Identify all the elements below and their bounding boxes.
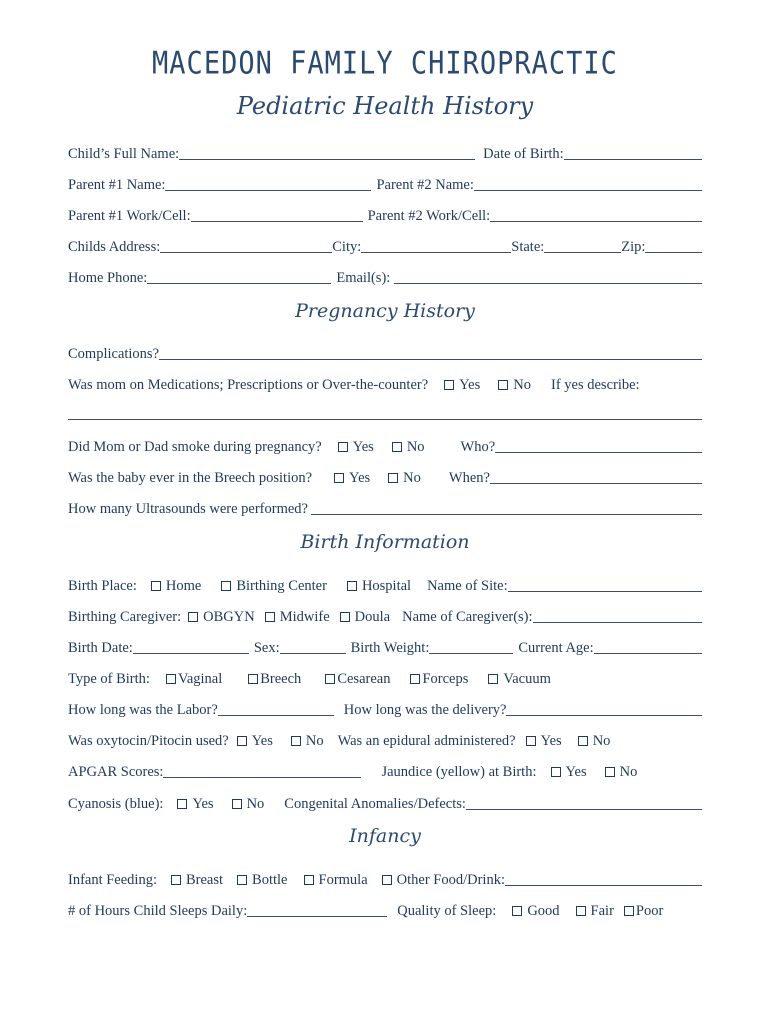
row-feeding	[68, 867, 702, 889]
labor-label: How long was the Labor?	[68, 702, 218, 718]
pitocin-yes-option[interactable]	[237, 733, 273, 750]
city-label: City:	[332, 239, 362, 255]
parent1-work-label: Parent #1 Work/Cell:	[68, 208, 191, 224]
option-label: Breech	[260, 671, 302, 687]
ultrasounds-label: How many Ultrasounds were performed?	[68, 501, 308, 517]
apgar-field[interactable]	[163, 762, 361, 778]
option-label: No	[619, 764, 638, 780]
option-label: Vaginal	[177, 671, 223, 687]
row-parent-names	[68, 172, 702, 194]
parent1-name-field[interactable]	[165, 175, 371, 191]
dob-field[interactable]	[564, 144, 702, 160]
checkbox-icon[interactable]	[188, 612, 198, 622]
who-label: Who?	[460, 439, 496, 455]
epidural-yes-option[interactable]	[526, 733, 562, 750]
checkbox-icon[interactable]	[237, 875, 247, 885]
caregiver-label: Birthing Caregiver:	[68, 609, 182, 625]
parent2-work-field[interactable]	[490, 206, 702, 222]
birth-weight-label: Birth Weight:	[350, 640, 430, 656]
parent1-name-label: Parent #1 Name:	[68, 177, 166, 193]
row-medications	[68, 372, 702, 394]
row-caregiver	[68, 604, 702, 626]
checkbox-icon[interactable]	[340, 612, 350, 622]
checkbox-icon[interactable]	[526, 736, 536, 746]
row-child-name	[68, 141, 702, 163]
section-heading-infancy: Infancy	[349, 825, 421, 847]
sleep-good-option[interactable]	[512, 903, 559, 920]
caregiver-obgyn-option[interactable]	[188, 609, 255, 626]
phone-field[interactable]	[147, 268, 331, 284]
feeding-label: Infant Feeding:	[68, 872, 157, 888]
option-label: OBGYN	[203, 609, 255, 625]
state-field[interactable]	[544, 237, 621, 253]
complications-label: Complications?	[68, 346, 160, 362]
option-label: No	[406, 439, 425, 455]
checkbox-icon[interactable]	[488, 674, 498, 684]
row-labor	[68, 697, 702, 719]
medications-describe-field[interactable]	[68, 419, 702, 420]
who-field[interactable]	[495, 437, 702, 453]
row-smoke	[68, 434, 702, 456]
sleep-fair-option[interactable]	[576, 903, 614, 920]
medications-no-option[interactable]	[498, 377, 531, 394]
checkbox-icon[interactable]	[265, 612, 275, 622]
option-label: Birthing Center	[236, 578, 327, 594]
smoke-label: Did Mom or Dad smoke during pregnancy?	[68, 439, 322, 455]
row-complications	[68, 341, 702, 363]
checkbox-icon[interactable]	[232, 799, 242, 809]
option-label: Other Food/Drink:	[396, 872, 505, 888]
checkbox-icon[interactable]	[151, 581, 161, 591]
delivery-field[interactable]	[506, 700, 702, 716]
checkbox-icon[interactable]	[166, 674, 176, 684]
breech-label: Was the baby ever in the Breech position?	[68, 470, 313, 486]
parent1-work-field[interactable]	[191, 206, 363, 222]
checkbox-icon[interactable]	[576, 906, 586, 916]
smoke-no-option[interactable]	[392, 439, 425, 456]
option-label: No	[592, 733, 611, 749]
row-contact	[68, 265, 702, 287]
checkbox-icon[interactable]	[325, 674, 335, 684]
feeding-bottle-option[interactable]	[237, 872, 287, 889]
checkbox-icon[interactable]	[512, 906, 522, 916]
sex-label: Sex:	[253, 640, 280, 656]
sex-field[interactable]	[280, 638, 346, 654]
smoke-yes-option[interactable]	[338, 439, 374, 456]
complications-field[interactable]	[159, 344, 702, 360]
row-sleep	[68, 898, 702, 920]
option-label: Yes	[540, 733, 562, 749]
if-yes-label: If yes describe:	[551, 377, 640, 393]
pitocin-no-option[interactable]	[291, 733, 324, 750]
checkbox-icon[interactable]	[291, 736, 301, 746]
checkbox-icon[interactable]	[334, 473, 344, 483]
option-label: No	[403, 470, 421, 486]
phone-label: Home Phone:	[68, 270, 148, 286]
birth-place-label: Birth Place:	[68, 578, 137, 594]
caregiver-name-field[interactable]	[533, 607, 702, 623]
parent2-work-label: Parent #2 Work/Cell:	[367, 208, 491, 224]
jaundice-no-option[interactable]	[605, 764, 638, 781]
epidural-label: Was an epidural administered?	[337, 733, 516, 749]
child-name-field[interactable]	[179, 144, 475, 160]
pitocin-label: Was oxytocin/Pitocin used?	[68, 733, 229, 749]
sleep-poor-option[interactable]	[624, 903, 663, 920]
city-field[interactable]	[361, 237, 511, 253]
row-birth-details	[68, 635, 702, 657]
epidural-no-option[interactable]	[578, 733, 611, 750]
option-label: Yes	[459, 377, 481, 393]
page-title: MACEDON FAMILY CHIROPRACTIC	[152, 45, 618, 82]
place-hospital-option[interactable]	[347, 578, 411, 595]
option-label: Fair	[590, 903, 614, 919]
place-birthing-center-option[interactable]	[221, 578, 327, 595]
section-heading-birth: Birth Information	[300, 531, 470, 553]
option-label: Cesarean	[337, 671, 391, 687]
apgar-label: APGAR Scores:	[68, 764, 164, 780]
option-label: Hospital	[361, 578, 412, 594]
checkbox-icon[interactable]	[605, 767, 615, 777]
row-birth-place	[68, 573, 702, 595]
checkbox-icon[interactable]	[248, 674, 258, 684]
breech-no-option[interactable]	[388, 470, 421, 487]
option-label: Bottle	[252, 872, 288, 888]
ultrasounds-field[interactable]	[311, 499, 702, 515]
row-cyanosis	[68, 791, 702, 813]
email-field[interactable]	[394, 268, 702, 284]
sleep-hours-field[interactable]	[247, 901, 387, 917]
option-label: Forceps	[422, 671, 469, 687]
section-heading-pregnancy: Pregnancy History	[295, 300, 475, 322]
birth-type-label: Type of Birth:	[68, 671, 150, 687]
option-label: Vacuum	[503, 671, 551, 687]
feeding-other-option[interactable]	[382, 872, 505, 889]
option-label: No	[305, 733, 324, 749]
row-breech	[68, 465, 702, 487]
type-breech-option[interactable]	[248, 671, 301, 688]
option-label: Breast	[186, 872, 224, 888]
option-label: Good	[527, 903, 560, 919]
site-name-field[interactable]	[508, 576, 702, 592]
option-label: Yes	[251, 733, 273, 749]
type-cesarean-option[interactable]	[325, 671, 390, 688]
option-label: Yes	[349, 470, 371, 486]
option-label: Midwife	[279, 609, 330, 625]
current-age-field[interactable]	[594, 638, 702, 654]
checkbox-icon[interactable]	[498, 380, 508, 390]
checkbox-icon[interactable]	[338, 442, 348, 452]
checkbox-icon[interactable]	[388, 473, 398, 483]
option-label: Home	[165, 578, 202, 594]
birth-date-label: Birth Date:	[68, 640, 133, 656]
cyanosis-no-option[interactable]	[232, 796, 265, 813]
sleep-quality-label: Quality of Sleep:	[397, 903, 497, 919]
site-name-label: Name of Site:	[427, 578, 508, 594]
type-vaginal-option[interactable]	[166, 671, 222, 688]
option-label: Yes	[565, 764, 587, 780]
option-label: Yes	[192, 796, 214, 812]
caregiver-midwife-option[interactable]	[265, 609, 330, 626]
cyanosis-label: Cyanosis (blue):	[68, 796, 164, 812]
birth-date-field[interactable]	[133, 638, 249, 654]
medications-label: Was mom on Medications; Prescriptions or Over-the-counter?	[68, 377, 429, 393]
labor-field[interactable]	[218, 700, 334, 716]
checkbox-icon[interactable]	[551, 767, 561, 777]
feeding-other-field[interactable]	[505, 870, 702, 886]
feeding-formula-option[interactable]	[304, 872, 368, 889]
page-subtitle: Pediatric Health History	[236, 92, 534, 120]
address-field[interactable]	[160, 237, 332, 253]
child-name-label: Child’s Full Name:	[68, 146, 180, 162]
anomalies-label: Congenital Anomalies/Defects:	[284, 796, 466, 812]
option-label: Doula	[354, 609, 391, 625]
checkbox-icon[interactable]	[382, 875, 392, 885]
dob-label: Date of Birth:	[483, 146, 564, 162]
checkbox-icon[interactable]	[392, 442, 402, 452]
parent2-name-field[interactable]	[474, 175, 702, 191]
place-home-option[interactable]	[151, 578, 201, 595]
caregiver-doula-option[interactable]	[340, 609, 390, 626]
option-label: Formula	[318, 872, 368, 888]
checkbox-icon[interactable]	[177, 799, 187, 809]
birth-weight-field[interactable]	[429, 638, 513, 654]
zip-field[interactable]	[645, 237, 702, 253]
anomalies-field[interactable]	[466, 794, 702, 810]
checkbox-icon[interactable]	[578, 736, 588, 746]
email-label: Email(s):	[336, 270, 391, 286]
option-label: Poor	[635, 903, 664, 919]
row-pitocin	[68, 728, 702, 750]
checkbox-icon[interactable]	[347, 581, 357, 591]
checkbox-icon[interactable]	[171, 875, 181, 885]
medications-yes-option[interactable]	[444, 377, 480, 394]
caregiver-name-label: Name of Caregiver(s):	[402, 609, 533, 625]
when-label: When?	[448, 470, 490, 486]
breech-yes-option[interactable]	[334, 470, 370, 487]
cyanosis-yes-option[interactable]	[177, 796, 213, 813]
row-ultrasounds	[68, 496, 702, 518]
sleep-hours-label: # of Hours Child Sleeps Daily:	[68, 903, 248, 919]
row-apgar	[68, 759, 702, 781]
checkbox-icon[interactable]	[410, 674, 420, 684]
checkbox-icon[interactable]	[237, 736, 247, 746]
row-parent-work	[68, 203, 702, 225]
address-label: Childs Address:	[68, 239, 161, 255]
parent2-name-label: Parent #2 Name:	[376, 177, 474, 193]
current-age-label: Current Age:	[518, 640, 594, 656]
row-birth-type	[68, 666, 702, 688]
checkbox-icon[interactable]	[221, 581, 231, 591]
option-label: No	[246, 796, 265, 812]
option-label: No	[513, 377, 531, 393]
checkbox-icon[interactable]	[624, 906, 634, 916]
delivery-label: How long was the delivery?	[343, 702, 507, 718]
jaundice-label: Jaundice (yellow) at Birth:	[381, 764, 537, 780]
type-forceps-option[interactable]	[410, 671, 468, 688]
jaundice-yes-option[interactable]	[551, 764, 587, 781]
state-label: State:	[511, 239, 545, 255]
zip-label: Zip:	[621, 239, 646, 255]
type-vacuum-option[interactable]	[488, 671, 551, 688]
feeding-breast-option[interactable]	[171, 872, 223, 889]
checkbox-icon[interactable]	[304, 875, 314, 885]
option-label: Yes	[352, 439, 374, 455]
checkbox-icon[interactable]	[444, 380, 454, 390]
row-address	[68, 234, 702, 256]
when-field[interactable]	[490, 468, 702, 484]
